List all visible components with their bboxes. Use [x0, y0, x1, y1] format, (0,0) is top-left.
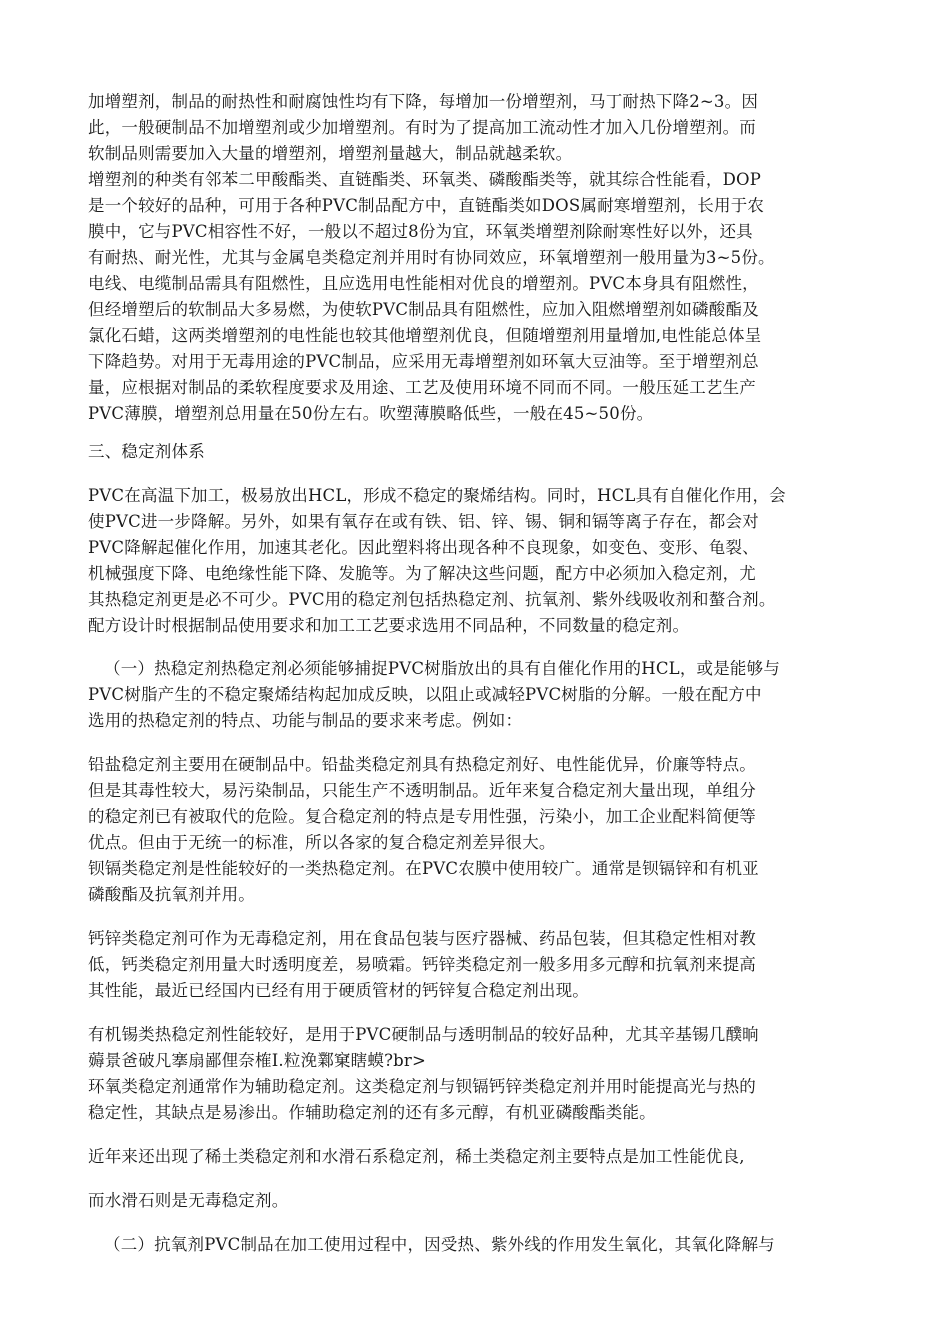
- text-line: 低，钙类稳定剂用量大时透明度差，易喷霜。钙锌类稳定剂一般多用多元醇和抗氧剂来提高: [88, 955, 756, 974]
- text-line: （二）抗氧剂PVC制品在加工使用过程中，因受热、紫外线的作用发生氧化，其氧化降解与: [104, 1235, 775, 1254]
- text-line: 下降趋势。对用于无毒用途的PVC制品，应采用无毒增塑剂如环氧大豆油等。至于增塑剂总: [88, 352, 759, 371]
- text-line: 此，一般硬制品不加增塑剂或少加增塑剂。有时为了提高加工流动性才加入几份增塑剂。而: [88, 118, 756, 137]
- text-line: 而水滑石则是无毒稳定剂。: [88, 1191, 289, 1210]
- text-line: 薅景爸破凡搴扇鄙俚奈榷I.粒浼鄴窠瞎蟆?br>: [88, 1051, 426, 1070]
- text-line: PVC薄膜，增塑剂总用量在50份左右。吹塑薄膜略低些，一般在45~50份。: [88, 404, 654, 423]
- text-line: 其热稳定剂更是必不可少。PVC用的稳定剂包括热稳定剂、抗氧剂、紫外线吸收剂和螯合剂。: [88, 590, 776, 609]
- text-line: 使PVC进一步降解。另外，如果有氧存在或有铁、铝、锌、锡、铜和镉等离子存在，都会对: [88, 512, 759, 531]
- text-line: 配方设计时根据制品使用要求和加工工艺要求选用不同品种，不同数量的稳定剂。: [88, 616, 690, 635]
- text-line: 加增塑剂，制品的耐热性和耐腐蚀性均有下降，每增加一份增塑剂，马丁耐热下降2~3。因: [88, 92, 759, 111]
- section-heading: 三、稳定剂体系: [88, 442, 205, 461]
- text-line: 选用的热稳定剂的特点、功能与制品的要求来考虑。例如：: [88, 711, 523, 730]
- text-line: 但是其毒性较大，易污染制品，只能生产不透明制品。近年来复合稳定剂大量出现，单组分: [88, 781, 756, 800]
- text-line: 机械强度下降、电绝缘性能下降、发脆等。为了解决这些问题，配方中必须加入稳定剂，尤: [88, 564, 756, 583]
- text-line: 磷酸酯及抗氧剂并用。: [88, 885, 255, 904]
- text-line: 量，应根据对制品的柔软程度要求及用途、工艺及使用环境不同而不同。一般压延工艺生产: [88, 378, 756, 397]
- text-line: 钙锌类稳定剂可作为无毒稳定剂，用在食品包装与医疗器械、药品包装，但其稳定性相对教: [88, 929, 756, 948]
- text-line: 钡镉类稳定剂是性能较好的一类热稳定剂。在PVC农膜中使用较广。通常是钡镉锌和有机亚: [88, 859, 759, 878]
- text-line: PVC降解起催化作用，加速其老化。因此塑料将出现各种不良现象，如变色、变形、龟裂、: [88, 538, 759, 557]
- text-line: 软制品则需要加入大量的增塑剂，增塑剂量越大，制品就越柔软。: [88, 144, 573, 163]
- text-line: 氯化石蜡，这两类增塑剂的电性能也较其他增塑剂优良，但随增塑剂用量增加,电性能总体呈: [88, 326, 762, 345]
- text-line: 但经增塑后的软制品大多易燃，为使软PVC制品具有阻燃性，应加入阻燃增塑剂如磷酸酯及: [88, 300, 759, 319]
- text-line: 的稳定剂已有被取代的危险。复合稳定剂的特点是专用性强，污染小，加工企业配料简便等: [88, 807, 756, 826]
- text-line: 其性能，最近已经国内已经有用于硬质管材的钙锌复合稳定剂出现。: [88, 981, 589, 1000]
- text-line: 电线、电缆制品需具有阻燃性，且应选用电性能相对优良的增塑剂。PVC本身具有阻燃性，: [88, 274, 759, 293]
- text-line: 稳定性，其缺点是易渗出。作辅助稳定剂的还有多元醇，有机亚磷酸酯类能。: [88, 1103, 656, 1122]
- text-line: 优点。但由于无统一的标准，所以各家的复合稳定剂差异很大。: [88, 833, 556, 852]
- text-line: （一）热稳定剂热稳定剂必须能够捕捉PVC树脂放出的具有自催化作用的HCL，或是能够与: [104, 659, 781, 678]
- text-line: 膜中，它与PVC相容性不好，一般以不超过8份为宜，环氧类增塑剂除耐寒性好以外，还具: [88, 222, 753, 241]
- text-line: PVC在高温下加工，极易放出HCL，形成不稳定的聚烯结构。同时，HCL具有自催化作用，会: [88, 486, 786, 505]
- text-line: 环氧类稳定剂通常作为辅助稳定剂。这类稳定剂与钡镉钙锌类稳定剂并用时能提高光与热的: [88, 1077, 756, 1096]
- text-line: 铅盐稳定剂主要用在硬制品中。铅盐类稳定剂具有热稳定剂好、电性能优异，价廉等特点。: [88, 755, 756, 774]
- text-line: 近年来还出现了稀土类稳定剂和水滑石系稳定剂，稀土类稳定剂主要特点是加工性能优良,: [88, 1147, 745, 1166]
- text-line: 是一个较好的品种，可用于各种PVC制品配方中，直链酯类如DOS属耐寒增塑剂，长用于农: [88, 196, 765, 215]
- text-line: PVC树脂产生的不稳定聚烯结构起加成反映，以阻止或减轻PVC树脂的分解。一般在配方中: [88, 685, 762, 704]
- text-line: 增塑剂的种类有邻苯二甲酸酯类、直链酯类、环氧类、磷酸酯类等，就其综合性能看，DOP: [88, 170, 762, 189]
- text-line: 有耐热、耐光性，尤其与金属皂类稳定剂并用时有协同效应，环氧增塑剂一般用量为3~5份。: [88, 248, 775, 267]
- text-line: 有机锡类热稳定剂性能较好，是用于PVC硬制品与透明制品的较好品种，尤其辛基锡几醭晌: [88, 1025, 759, 1044]
